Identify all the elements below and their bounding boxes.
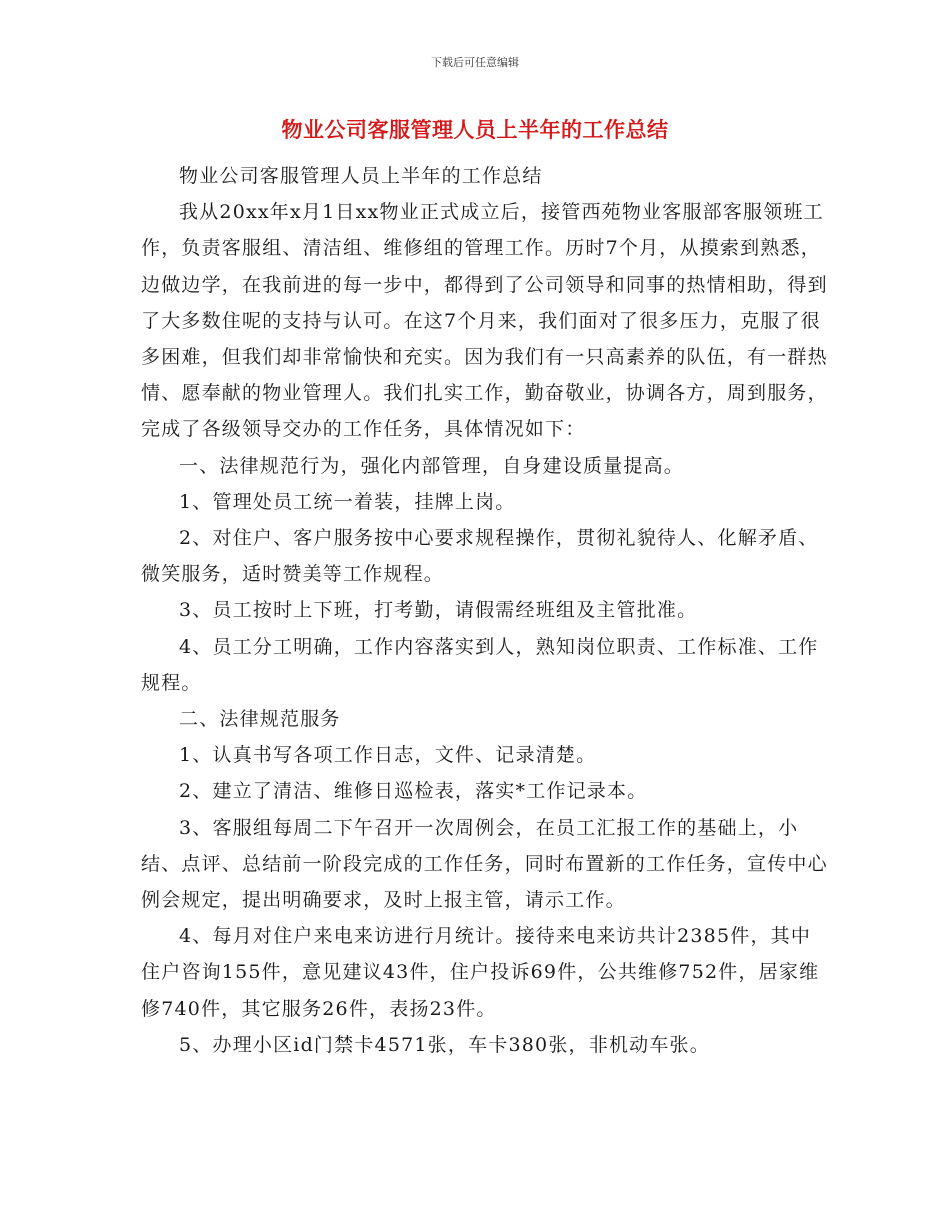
section-heading-2: 二、法律规范服务 (179, 708, 341, 731)
section-heading-1: 一、法律规范行为，强化内部管理，自身建设质量提高。 (179, 454, 685, 477)
paragraph-item: 4、每月对住户来电来访进行月统计。接待来电来访共计2385件，其中住户咨询155件，意见建议43件，住户投诉69件，公共维修752件，居家维修740件，其它服务26件，表扬23件。 (141, 925, 820, 1020)
paragraph-item: 1、管理处员工统一着装，挂牌上岗。 (179, 490, 516, 513)
paragraph-item: 3、员工按时上下班，打考勤，请假需经班组及主管批准。 (179, 599, 698, 622)
paragraph-subtitle: 物业公司客服管理人员上半年的工作总结 (179, 165, 543, 187)
document-body (141, 158, 831, 1063)
document-title: 物业公司客服管理人员上半年的工作总结 (281, 117, 669, 142)
paragraph-item: 2、建立了清洁、维修日巡检表，落实*工作记录本。 (179, 780, 648, 803)
paragraph-item: 2、对住户、客户服务按中心要求规程操作，贯彻礼貌待人、化解矛盾、微笑服务，适时赞美等工作规程。 (141, 527, 819, 586)
header-note: 下载后可任意编辑 (431, 56, 519, 69)
paragraph-intro: 我从20xx年x月1日xx物业正式成立后，接管西苑物业客服部客服领班工作，负责客服组、清洁组、维修组的管理工作。历时7个月，从摸索到熟悉，边做边学，在我前进的每一步中，都得到了公司领导和同事的热情相助，得到了大多数住呢的支持与认可。在这7个月来，我们面对了很多压力，克服了很多困难，但我们却非常愉快和充实。因为我们有一只高素养的队伍，有一群热情、愿奉献的物业管理人。我们扎实工作，勤奋敬业，协调各方，周到服务，完成了各级领导交办的工作任务，具体情况如下： (141, 201, 828, 441)
paragraph-item: 3、客服组每周二下午召开一次周例会，在员工汇报工作的基础上，小结、点评、总结前一阶段完成的工作任务，同时布置新的工作任务，宣传中心例会规定，提出明确要求，及时上报主管，请示工作。 (141, 816, 828, 912)
paragraph-item: 5、办理小区id门禁卡4571张，车卡380张，非机动车张。 (179, 1033, 710, 1056)
paragraph-item: 1、认真书写各项工作日志，文件、记录清楚。 (179, 744, 597, 767)
paragraph-item: 4、员工分工明确，工作内容落实到人，熟知岗位职责、工作标准、工作规程。 (141, 635, 819, 694)
